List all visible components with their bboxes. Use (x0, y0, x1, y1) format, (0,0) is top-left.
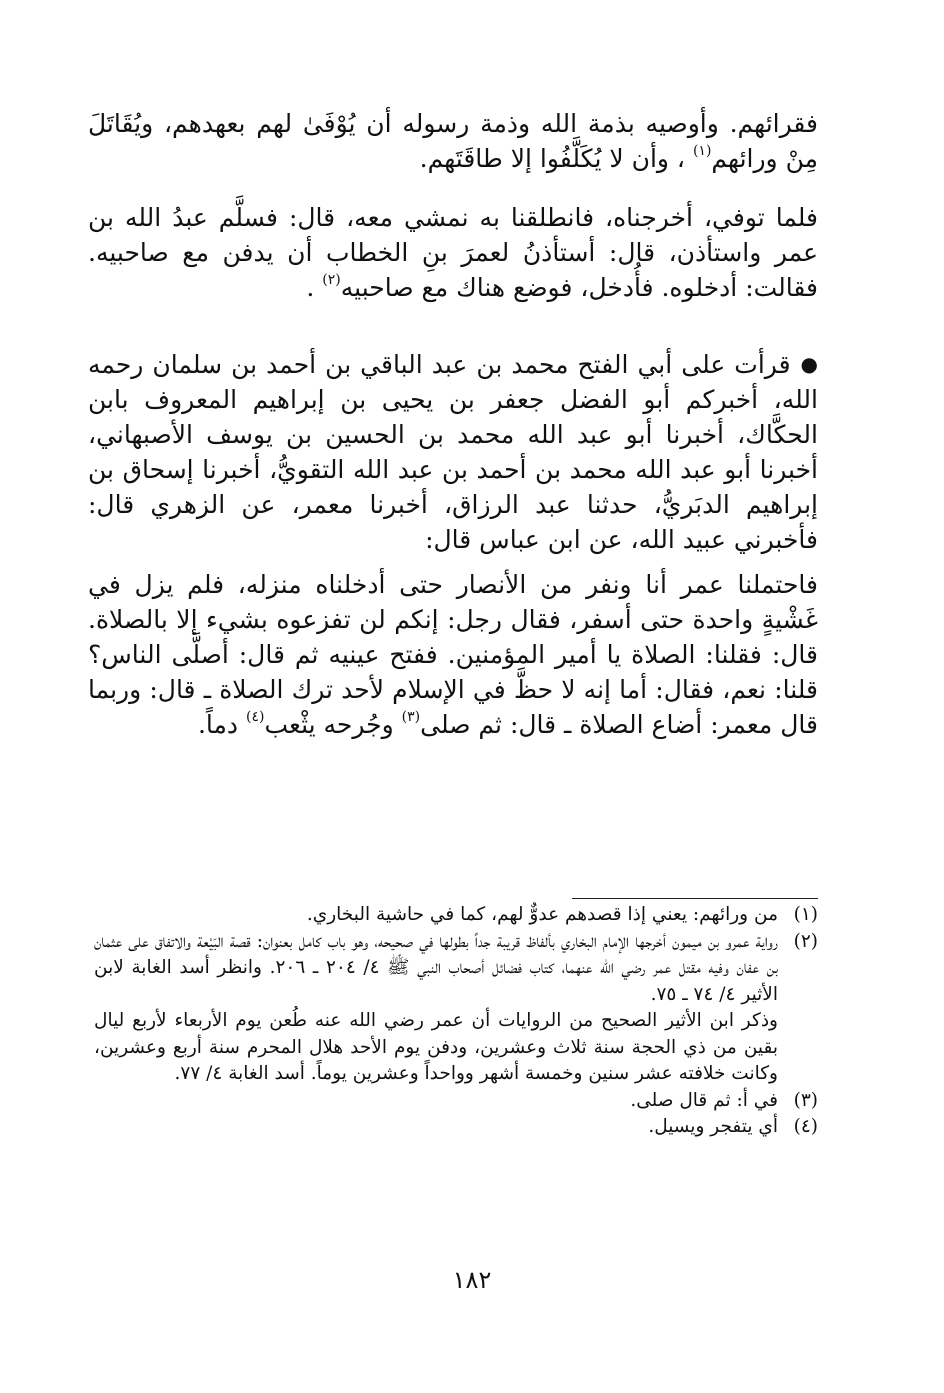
paragraph-4-mid: وجُرحه يثْعب (264, 710, 402, 739)
page-number: ١٨٢ (452, 1266, 492, 1294)
footnote-ref-1[interactable]: (١) (692, 143, 712, 159)
footnote-text: من ورائهم: يعني إذا قصدهم عدوٌّ لهم، كما في حاشية البخاري. (306, 904, 778, 925)
footnote-1 (94, 902, 818, 929)
paragraph-2-text: فلما توفي، أخرجناه، فانطلقنا به نمشي معه، قال: فسلَّم عبدُ الله بن عمر واستأذن، قال: أستأذنُ لعمرَ بنِ الخطاب أن يدفن مع صاحبيه. فقالت: أدخلوه. فأُدخل، فوضع هناك مع صاحبيه (88, 203, 818, 302)
footnote-text: في أ: ثم قال صلى. (630, 1089, 778, 1111)
paragraph-4 (88, 567, 818, 742)
bullet-icon: ● (800, 352, 818, 376)
paragraph-1-text: فقرائهم. وأوصيه بذمة الله وذمة رسوله أن يُوْفَىٰ لهم بعهدهم، ويُقَاتَلَ مِنْ ورائهم (88, 109, 818, 173)
paragraph-4-tail: دماً. (197, 710, 246, 739)
footnote-ref-4[interactable]: (٤) (246, 709, 265, 725)
footnote-body (94, 902, 778, 929)
footnote-number: (٢) (793, 930, 818, 952)
paragraph-2 (88, 200, 818, 305)
main-text (88, 106, 818, 742)
paragraph-1-tail: ، وأن لا يُكَلَّفُوا إلا طاقَتَهم. (419, 144, 693, 173)
footnotes (94, 902, 818, 1141)
paragraph-1 (88, 106, 818, 176)
footnote-2 (94, 929, 818, 1088)
footnote-body (94, 1114, 778, 1141)
footnote-ref-3[interactable]: (٣) (401, 709, 421, 725)
footnote-3 (94, 1088, 818, 1115)
footnote-text: أي يتفجر ويسيل. (648, 1116, 778, 1137)
footnote-ref-2[interactable]: (٢) (322, 272, 341, 288)
footnote-number: (٣) (793, 1089, 818, 1111)
footnote-body (94, 929, 778, 1088)
footnote-text: رواية عمرو بن ميمون أخرجها الإمام البخاري بألفاظ قريبة جداً بطولها في صحيحه، وهو باب كامل بعنوان: قصة البَيْعة والاتفاق على عثمان بن عفان وفيه مقتل عمر رضي الله عنهما، كتاب فضائل أصحاب النبي ﷺ ٤/ ٢٠٤ ـ ٢٠٦. وانظر أسد الغابة لابن الأثير ٤/ ٧٤ ـ ٧٥. (94, 930, 779, 1005)
footnote-text: وذكر ابن الأثير الصحيح من الروايات أن عمر رضي الله عنه طُعن يوم الأربعاء لأربع ليال بقين من ذي الحجة سنة ثلاث وعشرين، ودفن يوم الأحد هلال المحرم سنة أربع وعشرين، وكانت خلافته عشر سنين وخمسة أشهر وواحداً وعشرين يوماً. أسد الغابة ٤/ ٧٧. (94, 1010, 778, 1084)
footnote-number: (١) (793, 904, 818, 925)
paragraph-3-text: قرأت على أبي الفتح محمد بن عبد الباقي بن أحمد بن سلمان رحمه الله، أخبركم أبو الفضل جعفر بن يحيى بن إبراهيم المعروف بابن الحكَّاك، أخبرنا أبو عبد الله محمد بن الحسين بن يوسف الأصبهاني، أخبرنا أبو عبد الله محمد بن أحمد بن عبد الله التقويُّ، أخبرنا إسحاق بن إبراهيم الدبَريُّ، حدثنا عبد الرزاق، أخبرنا معمر، عن الزهري قال: فأخبرني عبيد الله، عن ابن عباس قال: (88, 350, 818, 554)
footnote-body (94, 1088, 778, 1115)
paragraph-2-tail: . (306, 273, 323, 302)
footnote-divider (572, 898, 818, 899)
footnote-4 (94, 1114, 818, 1141)
footnote-number: (٤) (793, 1116, 818, 1137)
paragraph-3 (88, 347, 818, 557)
paragraph-4-text: فاحتملنا عمر أنا ونفر من الأنصار حتى أدخلناه منزله، فلم يزل في غَشْيةٍ واحدة حتى أسفر، فقال رجل: إنكم لن تفزعوه بشيء إلا بالصلاة. قال: فقلنا: الصلاة يا أمير المؤمنين. ففتح عينيه ثم قال: أصلَّى الناس؟ قلنا: نعم، فقال: أما إنه لا حظَّ في الإسلام لأحد ترك الصلاة ـ قال: وربما قال معمر: أضاع الصلاة ـ قال: ثم صلى (88, 570, 818, 739)
